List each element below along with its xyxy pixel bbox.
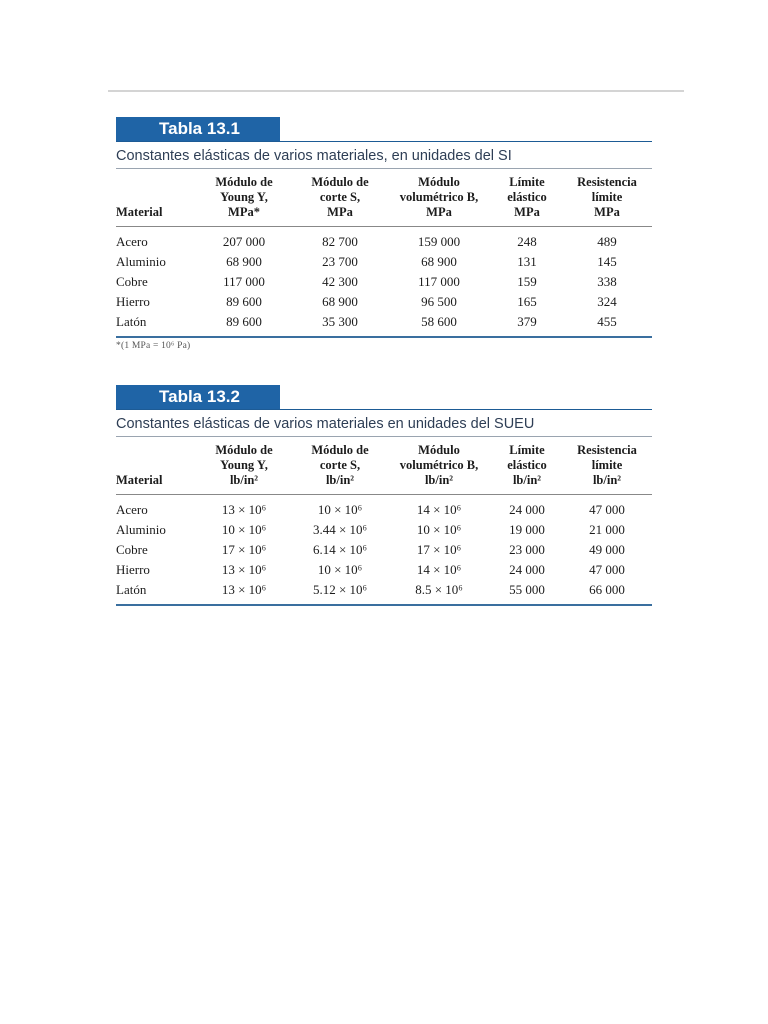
table-cell: 165 xyxy=(517,294,537,309)
table-cell: 58 600 xyxy=(421,314,457,329)
table-row xyxy=(116,520,652,540)
material-cell: Latón xyxy=(116,582,147,597)
material-cell: Hierro xyxy=(116,294,150,309)
header-shear: Módulo de corte S, lb/in² xyxy=(294,437,386,495)
material-cell: Cobre xyxy=(116,274,148,289)
table-cell: 55 000 xyxy=(509,582,545,597)
table-subtitle: Constantes elásticas de varios materiales en unidades del SUEU xyxy=(116,410,652,437)
table-cell: 159 xyxy=(517,274,537,289)
table-cell: 489 xyxy=(597,234,617,249)
header-material: Material xyxy=(116,437,194,495)
scan-top-line xyxy=(108,90,684,92)
table-cell: 17 × 10⁶ xyxy=(416,542,462,557)
table-cell: 49 000 xyxy=(589,542,625,557)
table-row xyxy=(116,540,652,560)
table-row xyxy=(116,580,652,600)
table-row xyxy=(116,252,652,272)
table-row xyxy=(116,272,652,292)
table-cell: 23 000 xyxy=(509,542,545,557)
table-label: Tabla 13.2 xyxy=(116,385,280,409)
table-cell: 3.44 × 10⁶ xyxy=(312,522,368,537)
table-cell: 66 000 xyxy=(589,582,625,597)
header-young: Módulo de Young Y, lb/in² xyxy=(194,437,294,495)
header-row xyxy=(116,169,652,227)
table-13-2 xyxy=(116,385,652,606)
table-footnote: *(1 MPa = 10⁶ Pa) xyxy=(116,341,191,351)
table-cell: 145 xyxy=(597,254,617,269)
material-cell: Aluminio xyxy=(116,522,166,537)
data-table xyxy=(116,437,652,600)
table-cell: 10 × 10⁶ xyxy=(416,522,462,537)
material-cell: Aluminio xyxy=(116,254,166,269)
header-material: Material xyxy=(116,169,194,227)
table-cell: 24 000 xyxy=(509,562,545,577)
table-cell: 82 700 xyxy=(322,234,358,249)
header-bulk: Módulo volumétrico B, MPa xyxy=(386,169,492,227)
table-cell: 89 600 xyxy=(226,314,262,329)
header-row xyxy=(116,437,652,495)
table-row xyxy=(116,227,652,253)
material-cell: Hierro xyxy=(116,562,150,577)
table-cell: 89 600 xyxy=(226,294,262,309)
table-cell: 131 xyxy=(517,254,537,269)
header-ultimate: Resistencia límite MPa xyxy=(562,169,652,227)
header-bulk: Módulo volumétrico B, lb/in² xyxy=(386,437,492,495)
table-cell: 68 900 xyxy=(226,254,262,269)
table-bottom-rule xyxy=(116,336,652,338)
table-subtitle: Constantes elásticas de varios materiales, en unidades del SI xyxy=(116,142,652,169)
header-ultimate: Resistencia límite lb/in² xyxy=(562,437,652,495)
table-cell: 17 × 10⁶ xyxy=(221,542,267,557)
table-cell: 5.12 × 10⁶ xyxy=(312,582,368,597)
table-cell: 14 × 10⁶ xyxy=(416,562,462,577)
table-cell: 13 × 10⁶ xyxy=(221,502,267,517)
table-cell: 8.5 × 10⁶ xyxy=(415,582,463,597)
table-cell: 338 xyxy=(597,274,617,289)
table-bottom-rule xyxy=(116,604,652,606)
table-title-bar xyxy=(116,385,652,410)
table-cell: 19 000 xyxy=(509,522,545,537)
table-cell: 324 xyxy=(597,294,617,309)
table-cell: 96 500 xyxy=(421,294,457,309)
table-cell: 248 xyxy=(517,234,537,249)
table-cell: 117 000 xyxy=(418,274,460,289)
table-cell: 455 xyxy=(597,314,617,329)
table-label: Tabla 13.1 xyxy=(116,117,280,141)
material-cell: Acero xyxy=(116,502,148,517)
material-cell: Acero xyxy=(116,234,148,249)
material-cell: Cobre xyxy=(116,542,148,557)
table-row xyxy=(116,495,652,521)
table-cell: 68 900 xyxy=(421,254,457,269)
data-table xyxy=(116,169,652,332)
table-13-1 xyxy=(116,117,652,351)
table-cell: 24 000 xyxy=(509,502,545,517)
table-cell: 47 000 xyxy=(589,502,625,517)
table-row xyxy=(116,312,652,332)
table-cell: 6.14 × 10⁶ xyxy=(312,542,368,557)
header-young: Módulo de Young Y, MPa* xyxy=(194,169,294,227)
header-elastic: Límite elástico lb/in² xyxy=(492,437,562,495)
table-cell: 35 300 xyxy=(322,314,358,329)
header-elastic: Límite elástico MPa xyxy=(492,169,562,227)
table-cell: 47 000 xyxy=(589,562,625,577)
material-cell: Latón xyxy=(116,314,147,329)
table-row xyxy=(116,292,652,312)
table-cell: 10 × 10⁶ xyxy=(317,562,363,577)
table-cell: 14 × 10⁶ xyxy=(416,502,462,517)
table-title-bar xyxy=(116,117,652,142)
table-cell: 10 × 10⁶ xyxy=(317,502,363,517)
header-shear: Módulo de corte S, MPa xyxy=(294,169,386,227)
table-cell: 379 xyxy=(517,314,537,329)
table-cell: 23 700 xyxy=(322,254,358,269)
table-cell: 207 000 xyxy=(222,234,266,249)
table-cell: 159 000 xyxy=(417,234,461,249)
table-row xyxy=(116,560,652,580)
table-cell: 21 000 xyxy=(589,522,625,537)
table-cell: 68 900 xyxy=(322,294,358,309)
table-cell: 10 × 10⁶ xyxy=(221,522,267,537)
table-cell: 13 × 10⁶ xyxy=(221,582,267,597)
table-cell: 42 300 xyxy=(322,274,358,289)
table-cell: 13 × 10⁶ xyxy=(221,562,267,577)
table-cell: 117 000 xyxy=(223,274,265,289)
